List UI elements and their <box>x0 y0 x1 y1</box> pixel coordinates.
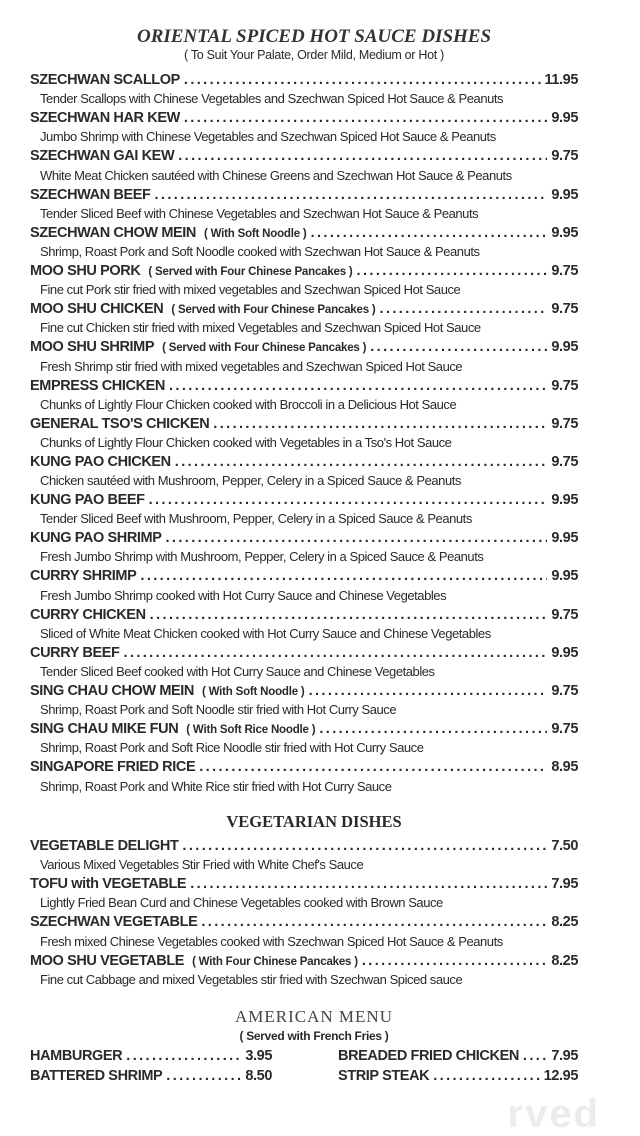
menu-item-price: 8.25 <box>551 914 578 931</box>
section-subtitle-american: ( Served with French Fries ) <box>239 1029 389 1043</box>
dot-leader <box>166 1068 241 1084</box>
menu-item-price: 9.95 <box>551 530 578 547</box>
dot-leader <box>150 607 548 623</box>
dot-leader <box>178 148 547 164</box>
menu-item-row <box>30 759 578 778</box>
menu-item-name: MOO SHU VEGETABLE <box>30 952 185 969</box>
menu-item-row <box>30 225 578 244</box>
menu-item-description: Fine cut Cabbage and mixed Vegetables stir fried with Szechwan Spiced sauce <box>40 971 463 987</box>
menu-item-price: 7.50 <box>551 838 578 854</box>
menu-item-price: 9.95 <box>551 568 578 585</box>
dot-leader <box>140 568 547 584</box>
menu-item-row <box>30 378 578 397</box>
dot-leader <box>184 72 541 88</box>
menu-item-row <box>30 1068 272 1088</box>
menu-item-name: GENERAL TSO'S CHICKEN <box>30 415 210 432</box>
menu-item-description: Chicken sautéed with Mushroom, Pepper, Celery in a Spiced Sauce & Peanuts <box>40 473 461 489</box>
dot-leader <box>433 1068 539 1084</box>
menu-item-description: Fresh Shrimp stir fried with mixed vegetables and Szechwan Spiced Hot Sauce <box>40 358 463 374</box>
menu-item-price: 9.75 <box>551 606 578 623</box>
dot-leader <box>149 492 548 508</box>
menu-item-note: ( With Soft Noodle ) <box>201 686 305 698</box>
menu-item-row <box>30 953 578 972</box>
menu-item-description: Sliced of White Meat Chicken cooked with Hot Curry Sauce and Chinese Vegetables <box>40 625 491 641</box>
menu-item-row <box>30 110 578 129</box>
menu-item-row <box>30 838 578 857</box>
menu-item-price: 12.95 <box>543 1068 578 1084</box>
menu-item-price: 9.95 <box>551 339 578 356</box>
menu-item-description: Shrimp, Roast Pork and Soft Noodle cooked with Szechwan Hot Sauce & Peanuts <box>40 243 480 259</box>
menu-item-name: MOO SHU SHRIMP <box>30 339 155 356</box>
menu-item-row <box>30 568 578 587</box>
menu-item-price: 7.95 <box>551 876 578 893</box>
dot-leader <box>319 721 547 737</box>
menu-item-price: 3.95 <box>245 1048 272 1064</box>
menu-item-row <box>30 530 578 549</box>
menu-item-name: BATTERED SHRIMP <box>30 1068 163 1084</box>
menu-item-row <box>30 876 578 895</box>
menu-item-description: Chunks of Lightly Flour Chicken cooked with Vegetables in a Tso's Hot Sauce <box>40 434 452 450</box>
dot-leader <box>362 953 548 969</box>
menu-item-row <box>30 645 578 664</box>
menu-item-price: 8.25 <box>551 952 578 969</box>
dot-leader <box>523 1048 547 1064</box>
menu-item-name: BREADED FRIED CHICKEN <box>338 1048 519 1064</box>
menu-item-name: SZECHWAN BEEF <box>30 186 151 203</box>
menu-item-description: Tender Sliced Beef with Mushroom, Pepper, Celery in a Spiced Sauce & Peanuts <box>40 511 472 527</box>
menu-item-note: ( With Four Chinese Pancakes ) <box>192 955 358 968</box>
menu-item-name: SZECHWAN HAR KEW <box>30 110 180 127</box>
menu-item-row <box>30 148 578 167</box>
menu-item-price: 9.75 <box>551 262 578 279</box>
menu-item-name: KUNG PAO BEEF <box>30 492 145 509</box>
menu-item-price: 9.95 <box>551 186 578 203</box>
section-subtitle-hot: ( To Suit Your Palate, Order Mild, Medium or Hot ) <box>184 48 444 62</box>
menu-item-row <box>338 1048 578 1068</box>
menu-item-note: ( Served with Four Chinese Pancakes ) <box>171 304 376 317</box>
menu-item-name: TOFU with VEGETABLE <box>30 876 187 893</box>
dot-leader <box>169 378 547 394</box>
menu-item-row <box>30 454 578 473</box>
menu-item-description: Lightly Fried Bean Curd and Chinese Vegetables cooked with Brown Sauce <box>40 895 443 911</box>
menu-item-price: 9.75 <box>551 377 578 394</box>
menu-item-price: 7.95 <box>551 1048 578 1064</box>
menu-item-name: SZECHWAN CHOW MEIN <box>30 224 196 241</box>
menu-item-name: SING CHAU MIKE FUN <box>30 721 179 738</box>
dot-leader <box>213 416 547 432</box>
menu-item-name: MOO SHU PORK <box>30 262 141 279</box>
menu-item-description: Chunks of Lightly Flour Chicken cooked with Broccoli in a Delicious Hot Sauce <box>40 396 457 412</box>
menu-item-row <box>30 263 578 282</box>
menu-item-note: ( With Soft Noodle ) <box>204 227 307 240</box>
menu-item-description: Fresh Jumbo Shrimp cooked with Hot Curry Sauce and Chinese Vegetables <box>40 587 447 603</box>
menu-item-name: MOO SHU CHICKEN <box>30 301 164 318</box>
menu-item-description: Tender Sliced Beef cooked with Hot Curry Sauce and Chinese Vegetables <box>40 664 435 679</box>
watermark: rved <box>507 1092 600 1136</box>
american-left-column <box>30 1048 272 1088</box>
menu-item-name: SZECHWAN SCALLOP <box>30 72 180 88</box>
menu-item-description: Fresh mixed Chinese Vegetables cooked with Szechwan Spiced Hot Sauce & Peanuts <box>40 933 503 949</box>
dot-leader <box>380 301 548 317</box>
dot-leader <box>370 339 547 355</box>
dot-leader <box>199 759 547 775</box>
dot-leader <box>154 187 547 203</box>
menu-item-name: STRIP STEAK <box>338 1068 430 1084</box>
menu-item-name: SINGAPORE FRIED RICE <box>30 759 196 776</box>
menu-item-price: 9.75 <box>551 415 578 432</box>
menu-item-price: 9.75 <box>551 721 578 738</box>
menu-item-price: 9.95 <box>551 224 578 241</box>
menu-item-price: 9.95 <box>551 644 578 661</box>
menu-item-row <box>30 607 578 626</box>
menu-item-description: Tender Scallops with Chinese Vegetables and Szechwan Spiced Hot Sauce & Peanuts <box>40 91 504 107</box>
menu-item-row <box>30 721 578 740</box>
dot-leader <box>184 110 548 126</box>
menu-item-name: SZECHWAN VEGETABLE <box>30 914 198 931</box>
menu-item-description: Jumbo Shrimp with Chinese Vegetables and Szechwan Spiced Hot Sauce & Peanuts <box>40 129 496 145</box>
dot-leader <box>182 838 547 854</box>
menu-item-description: Various Mixed Vegetables Stir Fried with White Chef's Sauce <box>40 857 364 873</box>
menu-item-description: Tender Sliced Beef with Chinese Vegetables and Szechwan Hot Sauce & Peanuts <box>40 205 479 221</box>
menu-item-row <box>30 339 578 358</box>
dot-leader <box>126 1048 241 1064</box>
menu-item-price: 9.75 <box>551 683 578 699</box>
menu-item-name: HAMBURGER <box>30 1048 123 1064</box>
dot-leader <box>190 876 547 892</box>
menu-item-row <box>30 416 578 435</box>
menu-item-description: Shrimp, Roast Pork and White Rice stir fried with Hot Curry Sauce <box>40 778 392 794</box>
vegetarian-list <box>30 838 578 991</box>
hot-dishes-list <box>30 72 578 798</box>
menu-item-price: 8.50 <box>245 1068 272 1084</box>
menu-item-description: Fine cut Chicken stir fried with mixed Vegetables and Szechwan Spiced Hot Sauce <box>40 320 481 336</box>
menu-item-row <box>30 492 578 511</box>
menu-item-row <box>338 1068 578 1088</box>
menu-item-price: 9.95 <box>551 110 578 127</box>
menu-item-name: EMPRESS CHICKEN <box>30 377 165 394</box>
dot-leader <box>123 645 547 661</box>
menu-item-note: ( Served with Four Chinese Pancakes ) <box>162 342 367 355</box>
menu-item-row <box>30 914 578 933</box>
menu-item-price: 11.95 <box>544 72 578 88</box>
dot-leader <box>175 454 548 470</box>
section-title-american: AMERICAN MENU <box>235 1007 393 1026</box>
menu-item-note: ( With Soft Rice Noodle ) <box>186 724 316 737</box>
menu-item-description: White Meat Chicken sautéed with Chinese Greens and Szechwan Hot Sauce & Peanuts <box>40 167 512 183</box>
menu-item-description: Shrimp, Roast Pork and Soft Noodle stir fried with Hot Curry Sauce <box>40 702 397 718</box>
menu-item-name: CURRY BEEF <box>30 644 120 661</box>
menu-item-name: KUNG PAO SHRIMP <box>30 530 162 547</box>
menu-item-row <box>30 683 578 702</box>
dot-leader <box>309 683 548 699</box>
section-title-veg: VEGETARIAN DISHES <box>226 812 402 831</box>
menu-item-name: SING CHAU CHOW MEIN <box>30 683 194 699</box>
menu-item-price: 9.75 <box>551 453 578 470</box>
menu-item-name: KUNG PAO CHICKEN <box>30 453 171 470</box>
menu-item-row <box>30 1048 272 1068</box>
menu-item-price: 9.95 <box>551 492 578 509</box>
menu-item-name: CURRY CHICKEN <box>30 606 146 623</box>
dot-leader <box>357 263 548 279</box>
menu-item-price: 9.75 <box>551 148 578 165</box>
menu-item-price: 9.75 <box>551 301 578 318</box>
american-right-column <box>338 1048 578 1088</box>
dot-leader <box>201 914 547 930</box>
menu-item-price: 8.95 <box>551 759 578 776</box>
menu-item-description: Fine cut Pork stir fried with mixed vegetables and Szechwan Spiced Hot Sauce <box>40 282 461 298</box>
menu-item-name: VEGETABLE DELIGHT <box>30 838 179 854</box>
section-title-hot: ORIENTAL SPICED HOT SAUCE DISHES <box>136 26 492 47</box>
menu-item-row <box>30 301 578 320</box>
dot-leader <box>166 530 548 546</box>
menu-item-description: Shrimp, Roast Pork and Soft Rice Noodle stir fried with Hot Curry Sauce <box>40 740 424 756</box>
menu-item-description: Fresh Jumbo Shrimp with Mushroom, Pepper, Celery in a Spiced Sauce & Peanuts <box>40 549 484 565</box>
menu-item-name: SZECHWAN GAI KEW <box>30 148 175 165</box>
dot-leader <box>311 225 548 241</box>
menu-item-note: ( Served with Four Chinese Pancakes ) <box>148 265 353 278</box>
menu-item-row <box>30 187 578 206</box>
menu-item-row <box>30 72 578 91</box>
menu-item-name: CURRY SHRIMP <box>30 568 137 585</box>
